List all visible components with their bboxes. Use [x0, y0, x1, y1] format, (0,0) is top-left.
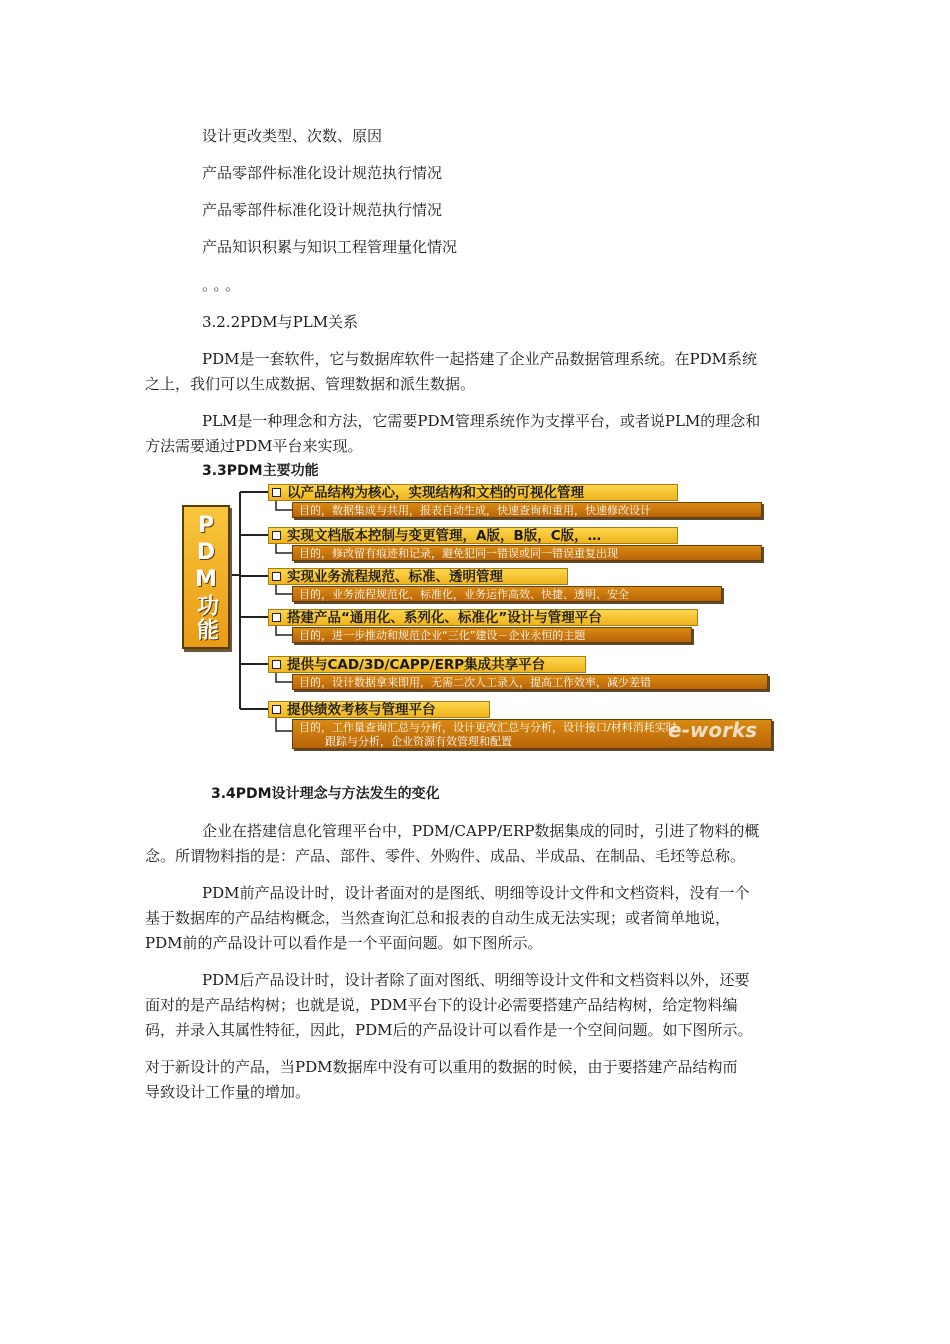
paragraph-line: PLM是一种理念和方法，它需要PDM管理系统作为支撑平台，或者说PLM的理念和 [202, 412, 761, 430]
function-title-6: 提供绩效考核与管理平台 [268, 701, 490, 718]
paragraph-line: PDM前产品设计时，设计者面对的是图纸、明细等设计文件和文档资料，没有一个 [202, 884, 750, 902]
paragraph-line: 码，并录入其属性特征，因此，PDM后的产品设计可以看作是一个空间问题。如下图所示。 [145, 1021, 753, 1039]
function-sub-3: 目的，业务流程规范化、标准化，业务运作高效、快捷、透明、安全 [292, 586, 722, 602]
function-title-1: 以产品结构为核心，实现结构和文档的可视化管理 [268, 484, 678, 501]
function-title-3: 实现业务流程规范、标准、透明管理 [268, 568, 568, 585]
paragraph-line: 对于新设计的产品，当PDM数据库中没有可以重用的数据的时候，由于要搭建产品结构而 [145, 1058, 738, 1076]
pdm-function-center-label: PDM功能 [193, 512, 219, 642]
list-item: 产品零部件标准化设计规范执行情况 [202, 201, 443, 219]
function-title-5: 提供与CAD/3D/CAPP/ERP集成共享平台 [268, 656, 586, 673]
function-title-4: 搭建产品“通用化、系列化、标准化”设计与管理平台 [268, 609, 698, 626]
paragraph-line: 基于数据库的产品结构概念，当然查询汇总和报表的自动生成无法实现；或者简单地说， [145, 909, 731, 927]
list-item: 产品知识积累与知识工程管理量化情况 [202, 238, 458, 256]
e-works-watermark: e-works [668, 718, 758, 742]
paragraph-line: 面对的是产品结构树；也就是说，PDM平台下的设计必需要搭建产品结构树，给定物料编 [145, 996, 738, 1014]
paragraph-line: PDM后产品设计时，设计者除了面对图纸、明细等设计文件和文档资料以外，还要 [202, 971, 750, 989]
function-sub-2: 目的，修改留有痕迹和记录，避免犯同一错误或同一错误重复出现 [292, 545, 762, 561]
pdm-function-center-box [182, 505, 230, 649]
section-heading-3-2-2: 3.2.2PDM与PLM关系 [202, 313, 359, 331]
paragraph-line: 方法需要通过PDM平台来实现。 [145, 437, 363, 455]
function-sub-5: 目的，设计数据拿来即用，无需二次人工录入，提高工作效率，减少差错 [292, 674, 768, 690]
ellipsis-item: 。。。 [202, 276, 245, 294]
paragraph-line: 之上，我们可以生成数据、管理数据和派生数据。 [145, 375, 476, 393]
function-sub-6-line2: 跟踪与分析，企业资源有效管理和配置 [325, 735, 512, 748]
paragraph-line: PDM是一套软件，它与数据库软件一起搭建了企业产品数据管理系统。在PDM系统 [202, 350, 757, 368]
function-sub-4: 目的，进一步推动和规范企业“三化”建设－企业永恒的主题 [292, 627, 692, 643]
pdm-functions-diagram [180, 483, 780, 758]
paragraph-line: 企业在搭建信息化管理平台中，PDM/CAPP/ERP数据集成的同时，引进了物料的概 [202, 822, 760, 840]
section-heading-3-3: 3.3PDM主要功能 [202, 463, 319, 479]
list-item: 设计更改类型、次数、原因 [202, 127, 383, 145]
function-title-2: 实现文档版本控制与变更管理，A版，B版，C版，… [268, 527, 678, 544]
paragraph-line: 念。所谓物料指的是：产品、部件、零件、外购件、成品、半成品、在制品、毛坯等总称。 [145, 847, 746, 865]
paragraph-line: PDM前的产品设计可以看作是一个平面问题。如下图所示。 [145, 934, 543, 952]
function-sub-6-line1: 目的，工作量查询汇总与分析，设计更改汇总与分析，设计接口/材料消耗实时 [299, 721, 677, 734]
function-sub-1: 目的，数据集成与共用，报表自动生成，快速查询和重用，快速修改设计 [292, 502, 762, 518]
list-item: 产品零部件标准化设计规范执行情况 [202, 164, 443, 182]
paragraph-line: 导致设计工作量的增加。 [145, 1083, 311, 1101]
section-heading-3-4: 3.4PDM设计理念与方法发生的变化 [211, 786, 440, 802]
